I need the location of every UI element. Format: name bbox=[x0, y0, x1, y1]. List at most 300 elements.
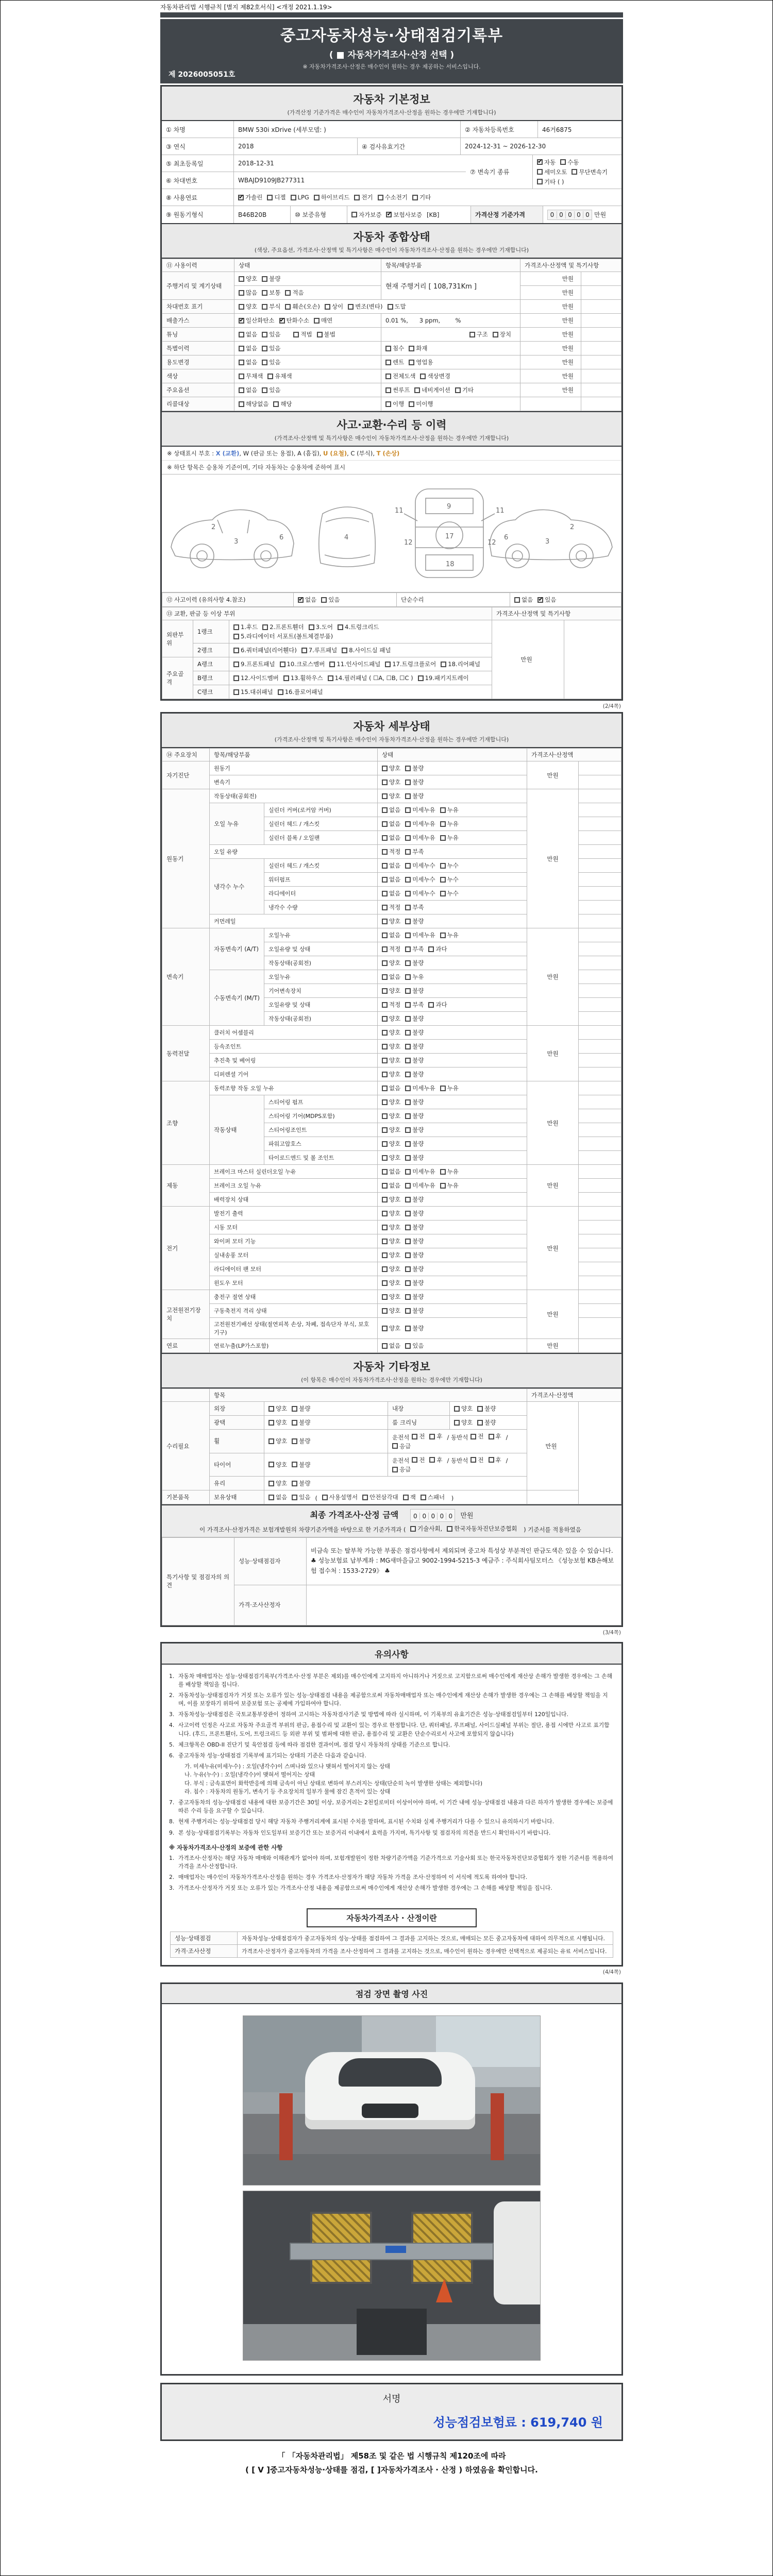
checkbox[interactable] bbox=[409, 400, 433, 408]
checkbox[interactable] bbox=[405, 1140, 424, 1148]
tuning-checks-2 bbox=[381, 328, 520, 342]
checkbox-icon bbox=[298, 597, 304, 603]
checkbox[interactable] bbox=[382, 1042, 400, 1050]
checkbox-icon bbox=[382, 1016, 388, 1022]
checkbox[interactable] bbox=[285, 302, 320, 311]
checkbox[interactable] bbox=[455, 386, 474, 394]
checkbox[interactable] bbox=[328, 674, 413, 682]
checkbox-icon bbox=[268, 1481, 274, 1486]
checkbox[interactable] bbox=[382, 917, 400, 925]
checkbox[interactable] bbox=[382, 959, 400, 967]
checkbox[interactable] bbox=[440, 820, 459, 828]
checkbox[interactable] bbox=[392, 1442, 411, 1450]
checkbox[interactable] bbox=[382, 1028, 400, 1037]
outer-panel-label: 외판부위 bbox=[162, 620, 193, 657]
checkbox[interactable] bbox=[405, 1223, 424, 1231]
checkbox[interactable] bbox=[382, 806, 400, 814]
checkbox[interactable] bbox=[267, 372, 292, 380]
checkbox[interactable] bbox=[382, 1084, 400, 1092]
checkbox[interactable] bbox=[382, 1014, 400, 1023]
checkbox[interactable] bbox=[572, 168, 608, 176]
checkbox-icon bbox=[317, 332, 323, 337]
checkbox[interactable] bbox=[409, 358, 433, 366]
checkbox-icon bbox=[405, 779, 411, 785]
checkbox[interactable] bbox=[382, 1342, 400, 1350]
notice-subitem: 가. 미세누유(미세누수) : 오일(냉각수)이 스며나와 있으나 맺혀서 떨어지지 않는 상태 bbox=[184, 1763, 390, 1770]
checkbox[interactable] bbox=[405, 903, 424, 911]
checkbox[interactable] bbox=[440, 861, 459, 870]
checkbox[interactable] bbox=[322, 1493, 358, 1501]
checkbox[interactable] bbox=[292, 1493, 310, 1501]
confirmation-line-1: 「 「자동차관리법」 제58조 및 같은 법 시행규칙 제120조에 따라 bbox=[277, 2451, 506, 2461]
checkbox[interactable] bbox=[280, 660, 325, 668]
checkbox[interactable] bbox=[382, 861, 400, 870]
repair-need-label: 수리필요 bbox=[162, 1402, 210, 1490]
price-digit: 0 bbox=[557, 211, 565, 218]
svg-text:11: 11 bbox=[395, 507, 404, 515]
checkbox[interactable] bbox=[405, 764, 424, 772]
checkbox[interactable] bbox=[440, 1167, 459, 1176]
checkbox[interactable] bbox=[378, 193, 408, 201]
checkbox-icon bbox=[279, 318, 285, 324]
checkbox[interactable] bbox=[239, 358, 257, 366]
checkbox-label: 불량 bbox=[412, 1265, 424, 1273]
checkbox[interactable] bbox=[405, 1251, 424, 1259]
checkbox[interactable] bbox=[405, 959, 424, 967]
checkbox[interactable] bbox=[321, 596, 340, 604]
checkbox[interactable] bbox=[382, 1265, 400, 1273]
detail-note-cell bbox=[579, 1054, 621, 1067]
checkbox[interactable] bbox=[317, 330, 335, 338]
checkbox[interactable] bbox=[405, 1307, 424, 1315]
checkbox-icon bbox=[405, 821, 411, 827]
other-band bbox=[162, 1353, 621, 1388]
checkbox[interactable] bbox=[382, 778, 400, 786]
checkbox[interactable] bbox=[405, 1014, 424, 1023]
checkbox[interactable] bbox=[405, 973, 424, 981]
checkbox[interactable] bbox=[447, 1524, 517, 1533]
checkbox-checked[interactable] bbox=[537, 596, 556, 604]
checkbox[interactable] bbox=[382, 1237, 400, 1245]
checkbox[interactable] bbox=[382, 1251, 400, 1259]
checkbox[interactable] bbox=[405, 1237, 424, 1245]
checkbox[interactable] bbox=[262, 302, 280, 311]
checkbox[interactable] bbox=[262, 344, 280, 352]
checkbox[interactable] bbox=[405, 1001, 424, 1009]
checkbox-label: 양호 bbox=[276, 1437, 288, 1445]
checkbox[interactable] bbox=[239, 289, 257, 297]
checkbox[interactable] bbox=[537, 168, 567, 176]
checkbox[interactable] bbox=[493, 330, 511, 338]
checkbox[interactable] bbox=[405, 778, 424, 786]
checkbox[interactable] bbox=[382, 1324, 400, 1332]
row-special-history bbox=[162, 342, 621, 355]
main-frame-label: 주요골격 bbox=[162, 657, 193, 699]
checkbox[interactable] bbox=[412, 1432, 425, 1440]
checkbox-label: 침수 bbox=[393, 345, 405, 352]
checkbox[interactable] bbox=[470, 1456, 483, 1464]
svg-text:6: 6 bbox=[279, 534, 284, 541]
checkbox-label: 양호 bbox=[389, 1279, 401, 1286]
checkbox[interactable] bbox=[351, 211, 381, 219]
checkbox[interactable] bbox=[292, 1404, 310, 1413]
checkbox[interactable] bbox=[273, 400, 292, 408]
checkbox[interactable] bbox=[292, 1437, 310, 1445]
checkbox[interactable] bbox=[382, 1070, 400, 1078]
checkbox-label: 양호 bbox=[389, 1098, 401, 1106]
checkbox[interactable] bbox=[239, 386, 257, 394]
detail-state-checks bbox=[378, 1081, 527, 1095]
checkbox[interactable] bbox=[262, 289, 280, 297]
checkbox[interactable] bbox=[268, 1493, 287, 1501]
checkbox-checked[interactable] bbox=[239, 316, 275, 325]
checkbox[interactable] bbox=[405, 1209, 424, 1217]
checkbox[interactable] bbox=[262, 386, 280, 394]
device-group-label: 동력전달 bbox=[162, 1026, 210, 1081]
checkbox-label: 이행 bbox=[393, 400, 405, 408]
checkbox[interactable] bbox=[385, 358, 404, 366]
checkbox[interactable] bbox=[440, 834, 459, 842]
recall-checks bbox=[234, 397, 381, 411]
checkbox[interactable] bbox=[382, 931, 400, 939]
checkbox[interactable] bbox=[278, 688, 323, 696]
checkbox[interactable] bbox=[405, 1195, 424, 1204]
checkbox[interactable] bbox=[382, 1140, 400, 1148]
checkbox[interactable] bbox=[489, 1456, 501, 1464]
checkbox[interactable] bbox=[405, 1042, 424, 1050]
checkbox[interactable] bbox=[268, 1404, 287, 1413]
checkbox[interactable] bbox=[268, 1479, 287, 1487]
checkbox-label: 없음 bbox=[389, 931, 401, 939]
checkbox[interactable] bbox=[477, 1418, 496, 1427]
checkbox[interactable] bbox=[385, 660, 436, 668]
checkbox[interactable] bbox=[382, 875, 400, 884]
checkbox[interactable] bbox=[382, 1112, 400, 1120]
checkbox[interactable] bbox=[382, 834, 400, 842]
checkbox[interactable] bbox=[428, 945, 447, 953]
checkbox[interactable] bbox=[385, 400, 404, 408]
checkbox[interactable] bbox=[382, 987, 400, 995]
checkbox-checked[interactable] bbox=[386, 211, 422, 219]
checkbox[interactable] bbox=[292, 1461, 310, 1469]
document-number: 제 2026005051호 bbox=[169, 71, 236, 79]
checkbox-icon bbox=[405, 1127, 411, 1133]
checkbox[interactable] bbox=[382, 1056, 400, 1064]
checkbox[interactable] bbox=[362, 1493, 398, 1501]
detail-table bbox=[162, 748, 621, 1353]
detail-item-label: 추진축 및 베어링 bbox=[210, 1054, 378, 1067]
row-recall bbox=[162, 397, 621, 411]
inspection-photo-underbody bbox=[243, 2191, 541, 2361]
checkbox[interactable] bbox=[405, 1342, 424, 1350]
checkbox[interactable] bbox=[354, 193, 373, 201]
checkbox-icon bbox=[405, 1169, 411, 1175]
checkbox-label: 불량 bbox=[412, 792, 424, 800]
checkbox[interactable] bbox=[338, 623, 379, 631]
checkbox[interactable] bbox=[409, 344, 427, 352]
detail-state-checks bbox=[378, 1179, 527, 1193]
checkbox[interactable] bbox=[382, 820, 400, 828]
checkbox-icon bbox=[428, 946, 434, 952]
checkbox-icon bbox=[572, 169, 577, 175]
price-definition-table bbox=[170, 1931, 613, 1958]
checkbox[interactable] bbox=[382, 903, 400, 911]
checkbox[interactable] bbox=[382, 1279, 400, 1287]
checkbox[interactable] bbox=[262, 330, 280, 338]
checkbox[interactable] bbox=[325, 302, 343, 311]
checkbox[interactable] bbox=[440, 1181, 459, 1190]
detail-item-label: 실린더 헤드 / 개스킷 bbox=[264, 817, 378, 831]
checkbox[interactable] bbox=[537, 178, 564, 186]
checkbox[interactable] bbox=[405, 820, 435, 828]
checkbox[interactable] bbox=[405, 875, 435, 884]
checkbox-label: 양호 bbox=[389, 1112, 401, 1120]
checkbox[interactable] bbox=[405, 806, 435, 814]
checkbox[interactable] bbox=[405, 945, 424, 953]
checkbox[interactable] bbox=[342, 646, 391, 654]
checkbox[interactable] bbox=[405, 1265, 424, 1273]
detail-price-unit: 만원 bbox=[527, 1026, 579, 1081]
detail-note-cell bbox=[579, 928, 621, 942]
checkbox[interactable] bbox=[268, 1418, 287, 1427]
checkbox[interactable] bbox=[382, 1195, 400, 1204]
checkbox-icon bbox=[560, 159, 566, 165]
checkbox[interactable] bbox=[239, 400, 268, 408]
checkbox[interactable] bbox=[405, 931, 435, 939]
checkbox-icon bbox=[329, 662, 335, 667]
checkbox[interactable] bbox=[421, 1493, 445, 1501]
checkbox-icon bbox=[382, 1183, 388, 1189]
detail-item-label: 작동상태(공회전) bbox=[264, 1012, 378, 1026]
checkbox[interactable] bbox=[233, 674, 279, 682]
checkbox[interactable] bbox=[382, 889, 400, 897]
detail-state-checks bbox=[378, 1193, 527, 1207]
checkbox[interactable] bbox=[239, 372, 263, 380]
checkbox[interactable] bbox=[405, 834, 435, 842]
svg-text:11: 11 bbox=[496, 507, 505, 515]
checkbox-label: 양호 bbox=[389, 1043, 401, 1050]
checkbox[interactable] bbox=[233, 660, 275, 668]
checkbox[interactable] bbox=[405, 792, 424, 800]
checkbox[interactable] bbox=[405, 1167, 435, 1176]
checkbox[interactable] bbox=[382, 1126, 400, 1134]
checkbox[interactable] bbox=[385, 386, 410, 394]
price-unit: 만원 bbox=[520, 369, 581, 383]
checkbox[interactable] bbox=[239, 344, 257, 352]
checkbox[interactable] bbox=[414, 386, 450, 394]
checkbox[interactable] bbox=[470, 1432, 483, 1440]
checkbox-icon bbox=[537, 159, 543, 165]
checkbox[interactable] bbox=[233, 623, 258, 631]
detail-state-checks bbox=[378, 1276, 527, 1290]
checkbox[interactable] bbox=[382, 973, 400, 981]
checkbox-icon bbox=[428, 1002, 434, 1008]
checkbox-label: 없음 bbox=[389, 1182, 401, 1189]
checkbox[interactable] bbox=[405, 1070, 424, 1078]
checkbox[interactable] bbox=[405, 889, 435, 897]
checkbox[interactable] bbox=[405, 1324, 424, 1332]
checkbox[interactable] bbox=[405, 1084, 435, 1092]
rank1-parts bbox=[229, 620, 492, 643]
checkbox[interactable] bbox=[267, 193, 285, 201]
checkbox-icon bbox=[429, 1457, 435, 1463]
checkbox[interactable] bbox=[388, 302, 406, 311]
checkbox-icon bbox=[405, 933, 411, 938]
checkbox[interactable] bbox=[292, 1418, 310, 1427]
checkbox[interactable] bbox=[309, 623, 333, 631]
checkbox-label: 양호 bbox=[276, 1461, 288, 1468]
page-marker-3: (3/4쪽) bbox=[602, 1629, 621, 1636]
checkbox[interactable] bbox=[405, 917, 424, 925]
detail-item-label: 윈도우 모터 bbox=[210, 1276, 378, 1290]
basic-items-label: 기본품목 bbox=[162, 1490, 210, 1504]
checkbox[interactable] bbox=[385, 372, 415, 380]
checkbox-checked[interactable] bbox=[537, 158, 556, 166]
checkbox-label: 불량 bbox=[269, 275, 281, 282]
detail-state-checks bbox=[378, 761, 527, 775]
checkbox[interactable] bbox=[382, 1307, 400, 1315]
checkbox[interactable] bbox=[428, 1001, 447, 1009]
checkbox[interactable] bbox=[291, 194, 309, 201]
checkbox[interactable] bbox=[420, 372, 450, 380]
checkbox[interactable] bbox=[233, 646, 297, 654]
checkbox[interactable] bbox=[477, 1404, 496, 1413]
detail-note-cell bbox=[579, 1290, 621, 1304]
checkbox[interactable] bbox=[429, 1432, 442, 1440]
detail-row bbox=[162, 761, 621, 775]
checkbox[interactable] bbox=[405, 987, 424, 995]
checkbox-icon bbox=[440, 807, 446, 813]
checkbox-label: 18.리어패널 bbox=[448, 660, 481, 668]
checkbox[interactable] bbox=[560, 158, 579, 166]
checkbox[interactable] bbox=[382, 1154, 400, 1162]
detail-state-checks bbox=[378, 1067, 527, 1081]
checkbox[interactable] bbox=[454, 1418, 473, 1427]
checkbox[interactable] bbox=[233, 688, 273, 696]
checkbox[interactable] bbox=[440, 806, 459, 814]
usage-change-checks bbox=[234, 355, 381, 369]
checkbox[interactable] bbox=[469, 330, 488, 338]
checkbox[interactable] bbox=[301, 646, 337, 654]
checkbox[interactable] bbox=[440, 889, 459, 897]
checkbox[interactable] bbox=[262, 275, 280, 283]
main-options-checks bbox=[234, 383, 381, 397]
checkbox[interactable] bbox=[268, 1437, 287, 1445]
checkbox[interactable] bbox=[405, 1279, 424, 1287]
checkbox[interactable] bbox=[268, 1461, 287, 1469]
appraiser-opinion-text bbox=[307, 1585, 621, 1625]
checkbox-icon bbox=[469, 332, 475, 337]
checkbox[interactable] bbox=[405, 861, 435, 870]
checkbox-label: 미세누유 bbox=[412, 820, 435, 827]
checkbox[interactable] bbox=[405, 1293, 424, 1301]
checkbox[interactable] bbox=[233, 632, 333, 640]
checkbox[interactable] bbox=[292, 1479, 310, 1487]
checkbox[interactable] bbox=[239, 330, 257, 338]
checkbox[interactable] bbox=[382, 1293, 400, 1301]
checkbox-label: 상이 bbox=[331, 303, 344, 310]
checkbox[interactable] bbox=[440, 1084, 459, 1092]
checkbox[interactable] bbox=[489, 1432, 501, 1440]
checkbox[interactable] bbox=[262, 358, 280, 366]
checkbox[interactable] bbox=[382, 1181, 400, 1190]
note-cell bbox=[581, 342, 621, 355]
checkbox[interactable] bbox=[405, 1181, 435, 1190]
checkbox-label: 불량 bbox=[412, 1325, 424, 1332]
checkbox[interactable] bbox=[440, 875, 459, 884]
checkbox[interactable] bbox=[314, 316, 332, 325]
checkbox[interactable] bbox=[262, 623, 304, 631]
checkbox[interactable] bbox=[382, 1209, 400, 1217]
checkbox[interactable] bbox=[329, 660, 380, 668]
checkbox[interactable] bbox=[405, 1112, 424, 1120]
checkbox-checked[interactable] bbox=[238, 193, 262, 201]
checkbox[interactable] bbox=[239, 275, 257, 283]
checkbox[interactable] bbox=[293, 330, 312, 338]
checkbox[interactable] bbox=[441, 660, 480, 668]
notice-band bbox=[162, 1643, 621, 1665]
checkbox[interactable] bbox=[405, 1154, 424, 1162]
checkbox-icon bbox=[382, 1030, 388, 1036]
notice-item-number: 2. bbox=[169, 1874, 175, 1881]
checkbox[interactable] bbox=[385, 344, 404, 352]
checkbox[interactable] bbox=[403, 1493, 416, 1501]
checkbox[interactable] bbox=[514, 596, 533, 604]
checkbox[interactable] bbox=[285, 289, 304, 297]
checkbox[interactable] bbox=[410, 1524, 442, 1533]
checkbox[interactable] bbox=[454, 1404, 473, 1413]
checkbox[interactable] bbox=[382, 945, 400, 953]
detail-note-cell bbox=[579, 1193, 621, 1207]
checkbox[interactable] bbox=[440, 931, 459, 939]
checkbox[interactable] bbox=[412, 1456, 425, 1464]
notice-body bbox=[162, 1665, 621, 1902]
checkbox[interactable] bbox=[382, 1223, 400, 1231]
checkbox[interactable] bbox=[382, 764, 400, 772]
checkbox-icon bbox=[268, 1406, 274, 1412]
checkbox[interactable] bbox=[382, 1001, 400, 1009]
checkbox-icon bbox=[262, 346, 267, 351]
checkbox[interactable] bbox=[392, 1465, 411, 1473]
checkbox[interactable] bbox=[405, 848, 424, 856]
document-note: ※ 자동차가격조사·산정은 매수인이 원하는 경우 제공하는 서비스입니다. bbox=[303, 63, 481, 70]
checkbox-label: 불량 bbox=[412, 1279, 424, 1286]
checkbox[interactable] bbox=[239, 302, 257, 311]
checkbox-checked[interactable] bbox=[279, 316, 309, 325]
checkbox[interactable] bbox=[382, 848, 400, 856]
checkbox-checked[interactable] bbox=[298, 596, 316, 604]
detail-item-label: 냉각수 수량 bbox=[264, 901, 378, 914]
checkbox[interactable] bbox=[405, 1028, 424, 1037]
checkbox[interactable] bbox=[382, 1098, 400, 1106]
checkbox-label: 부족 bbox=[412, 904, 424, 911]
checkbox-icon bbox=[405, 1030, 411, 1036]
checkbox[interactable] bbox=[429, 1456, 442, 1464]
checkbox[interactable] bbox=[348, 302, 382, 311]
checkbox[interactable] bbox=[405, 1126, 424, 1134]
checkbox[interactable] bbox=[418, 674, 469, 682]
checkbox-icon bbox=[314, 318, 320, 324]
checkbox[interactable] bbox=[405, 1056, 424, 1064]
checkbox[interactable] bbox=[405, 1098, 424, 1106]
checkbox-icon bbox=[233, 648, 239, 653]
checkbox[interactable] bbox=[382, 792, 400, 800]
checkbox[interactable] bbox=[382, 1167, 400, 1176]
checkbox[interactable] bbox=[412, 193, 431, 201]
checkbox-label: 15.대쉬패널 bbox=[241, 688, 273, 696]
checkbox[interactable] bbox=[314, 193, 350, 201]
checkbox[interactable] bbox=[283, 674, 323, 682]
